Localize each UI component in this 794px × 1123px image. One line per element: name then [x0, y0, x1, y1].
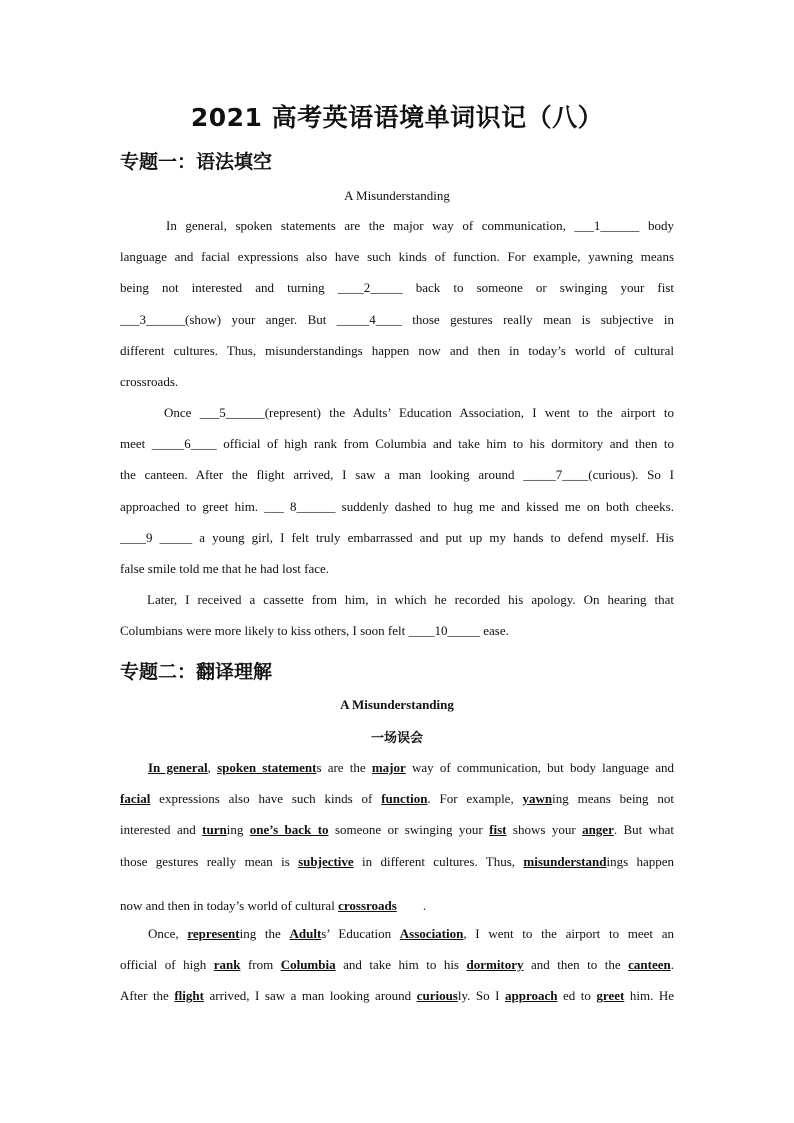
text-line: the canteen. After the flight arrived, I saw a man looking around _____7____(curious). So I [120, 467, 674, 483]
vocab-word: major [371, 760, 406, 775]
text-line: interested and turning one’s back to someone or swinging your fist shows your anger. But what [120, 822, 674, 838]
text-line: In general, spoken statements are the major way of communication, ___1______ body [166, 218, 674, 233]
vocab-word: Columbia [280, 957, 336, 973]
section1-passage-title: A Misunderstanding [344, 188, 450, 203]
vocab-word: spoken statement [217, 760, 317, 775]
text-line: approached to greet him. ___ 8______ suddenly dashed to hug me and kissed me on both cheeks. [120, 498, 674, 514]
text-line: crossroads. [120, 374, 179, 390]
text-line: official of high rank from Columbia and take him to his dormitory and then to the canteen. [120, 957, 674, 973]
section1-paragraph-1 [120, 210, 674, 397]
text-line: After the flight arrived, I saw a man looking around curiously. So I approach ed to greet him. He [120, 988, 674, 1004]
text-line: ____9 _____ a young girl, I felt truly embarrassed and put up my hands to defend myself. His [120, 529, 674, 545]
section1-paragraph-2 [120, 397, 674, 584]
text-line: Once ___5______(represent) the Adults’ Education Association, I went to the airport to [164, 405, 674, 420]
vocab-word: represent [187, 926, 240, 941]
vocab-word: rank [213, 957, 241, 973]
section2-paragraph-1 [120, 752, 674, 921]
text-line: Once, representing the Adults’ Education Association, I went to the airport to meet an [148, 926, 674, 941]
vocab-word: facial [120, 791, 151, 807]
text-line: ___3______(show) your anger. But _____4____ those gestures really mean is subjective in [120, 311, 674, 327]
vocab-word: greet [596, 988, 625, 1004]
vocab-word: function [381, 791, 428, 807]
vocab-word: turn [202, 822, 227, 838]
section1-heading: 专题一：语法填空 [120, 151, 273, 173]
section2-paragraph-2 [120, 918, 674, 1012]
text-line: meet _____6____ official of high rank from Columbia and take him to his dormitory and then to [120, 436, 674, 452]
text-line: false smile told me that he had lost face. [120, 561, 330, 577]
text-line: being not interested and turning ____2_____ back to someone or swinging your fist [120, 280, 674, 296]
document-title: 2021 高考英语语境单词识记（八） [190, 103, 604, 132]
vocab-word: misunderstand [523, 853, 607, 869]
text-line: now and then in today’s world of cultural crossroads . [120, 897, 427, 913]
text-line: In general, spoken statements are the major way of communication, but body language and [148, 760, 675, 775]
vocab-word: anger [582, 822, 614, 838]
text-line: those gestures really mean is subjective in different cultures. Thus, misunderstandings happen [120, 853, 674, 869]
vocab-word: Association [399, 926, 464, 941]
vocab-word: subjective [298, 853, 354, 869]
vocab-word: dormitory [466, 957, 524, 973]
vocab-word: curious [416, 988, 458, 1004]
section2-passage-title-cn: 一场误会 [370, 731, 423, 746]
text-line: different cultures. Thus, misunderstandings happen now and then in today’s world of cultural [120, 342, 674, 358]
vocab-word: approach [504, 988, 558, 1004]
section2-heading: 专题二：翻译理解 [120, 661, 273, 683]
text-line: Later, I received a cassette from him, in which he recorded his apology. On hearing that [147, 592, 674, 607]
vocab-word: yawn [522, 791, 553, 807]
vocab-word: one’s back to [249, 822, 329, 838]
vocab-word: Adult [289, 926, 322, 941]
text-line: language and facial expressions also have such kinds of function. For example, yawning means [120, 249, 674, 265]
text-line: facial expressions also have such kinds of function. For example, yawning means being not [120, 791, 675, 807]
vocab-word: crossroads [338, 897, 397, 913]
vocab-word: flight [174, 988, 204, 1004]
text-line: Columbians were more likely to kiss others, I soon felt ____10_____ ease. [120, 623, 509, 639]
vocab-word: canteen [628, 957, 671, 973]
section1-paragraph-3 [120, 584, 674, 646]
vocab-word: fist [489, 822, 507, 838]
vocab-word: In general [148, 760, 208, 775]
section2-passage-title: A Misunderstanding [340, 697, 454, 712]
